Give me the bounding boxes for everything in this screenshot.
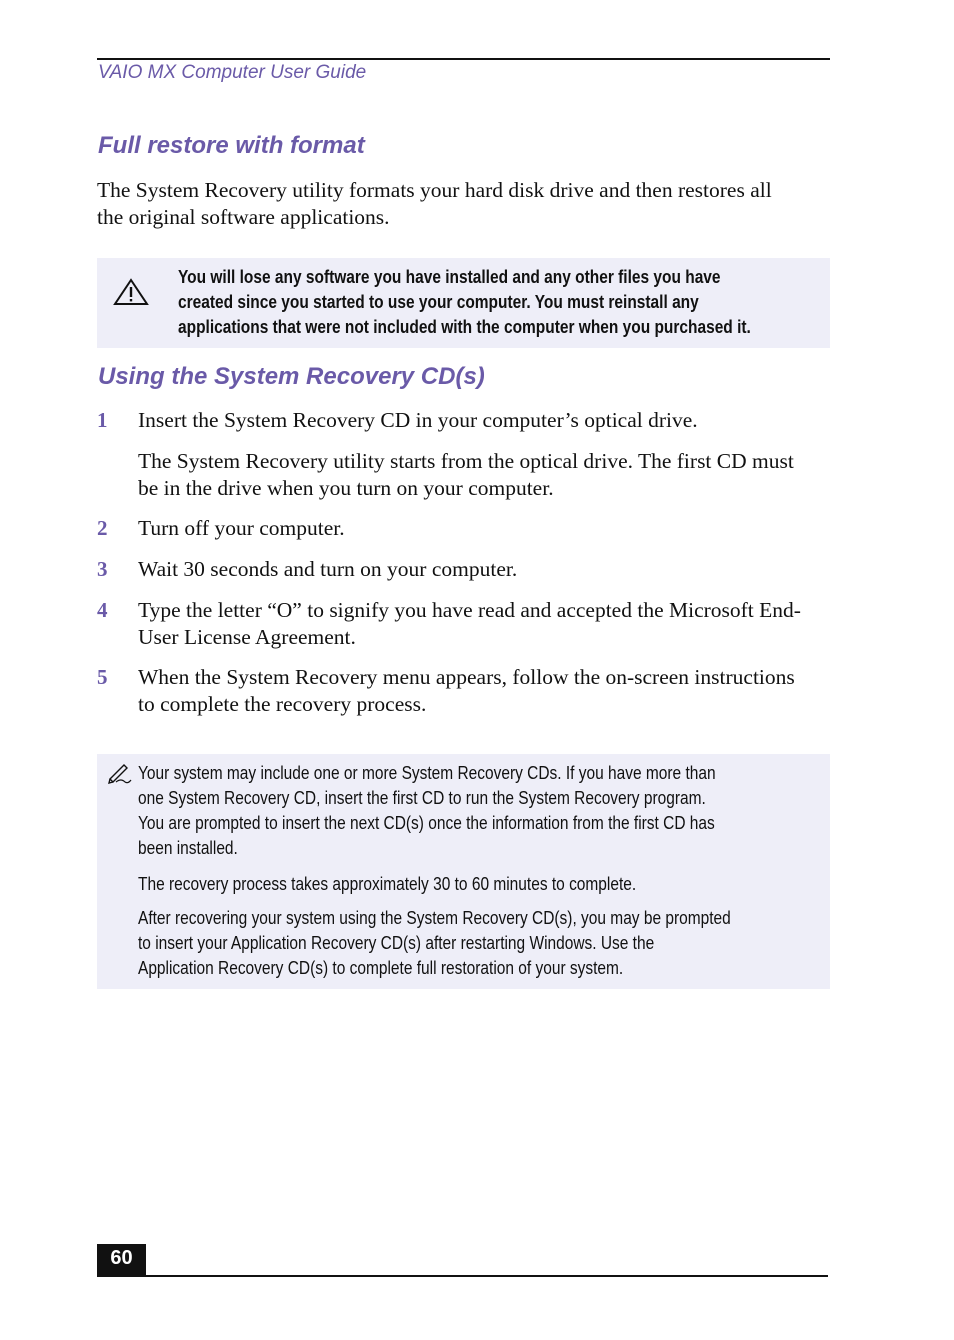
step-text [138, 664, 832, 718]
step-line: Type the letter “O” to signify you have read and accepted the Microsoft End- [138, 598, 801, 622]
page-number: 60 [110, 1247, 133, 1269]
step-number: 2 [97, 516, 108, 540]
step-number: 1 [97, 408, 108, 432]
step-line: When the System Recovery menu appears, follow the on-screen instructions [138, 665, 795, 689]
note-line: You are prompted to insert the next CD(s) once the information from the first CD has [138, 813, 715, 833]
step-text [138, 515, 832, 542]
note-line: Application Recovery CD(s) to complete full restoration of your system. [138, 958, 624, 978]
step-number: 3 [97, 557, 108, 581]
step-line: User License Agreement. [138, 625, 356, 649]
header-rule [97, 58, 830, 60]
step-line: to complete the recovery process. [138, 692, 427, 716]
warning-line: created since you started to use your computer. You must reinstall any [178, 292, 699, 312]
step-text [138, 448, 832, 502]
paragraph-line: The System Recovery utility formats your hard disk drive and then restores all [97, 178, 772, 202]
section-heading-full-restore: Full restore with format [98, 132, 365, 159]
note-line: been installed. [138, 838, 238, 858]
note-paragraph [138, 761, 827, 861]
note-text [138, 761, 827, 981]
note-callout [97, 754, 830, 989]
running-header: VAIO MX Computer User Guide [98, 62, 367, 83]
page-number-box [97, 1244, 146, 1276]
footer-rule [97, 1275, 828, 1277]
note-line: one System Recovery CD, insert the first CD to run the System Recovery program. [138, 788, 706, 808]
step-number: 5 [97, 665, 108, 689]
warning-text [178, 265, 844, 340]
step-line: The System Recovery utility starts from the optical drive. The first CD must [138, 449, 794, 473]
step-line: Wait 30 seconds and turn on your computer. [138, 557, 518, 581]
section-intro-paragraph [97, 177, 832, 231]
note-paragraph [138, 906, 827, 981]
note-paragraph [138, 872, 827, 897]
note-line: After recovering your system using the System Recovery CD(s), you may be prompted [138, 908, 731, 928]
paragraph-line: the original software applications. [97, 205, 390, 229]
step-text [138, 597, 832, 651]
step-number: 4 [97, 598, 108, 622]
warning-triangle-icon [113, 278, 149, 311]
warning-callout [97, 258, 830, 348]
note-line: to insert your Application Recovery CD(s) after restarting Windows. Use the [138, 933, 655, 953]
note-line: The recovery process takes approximately 30 to 60 minutes to complete. [138, 874, 637, 894]
step-line: be in the drive when you turn on your computer. [138, 476, 554, 500]
note-pencil-icon [107, 762, 133, 789]
step-text [138, 407, 832, 434]
section-heading-system-recovery-cd: Using the System Recovery CD(s) [98, 363, 485, 390]
step-line: Turn off your computer. [138, 516, 345, 540]
step-line: Insert the System Recovery CD in your computer’s optical drive. [138, 408, 698, 432]
warning-line: applications that were not included with the computer when you purchased it. [178, 317, 751, 337]
warning-line: You will lose any software you have installed and any other files you have [178, 267, 721, 287]
note-line: Your system may include one or more System Recovery CDs. If you have more than [138, 763, 716, 783]
step-text [138, 556, 832, 583]
